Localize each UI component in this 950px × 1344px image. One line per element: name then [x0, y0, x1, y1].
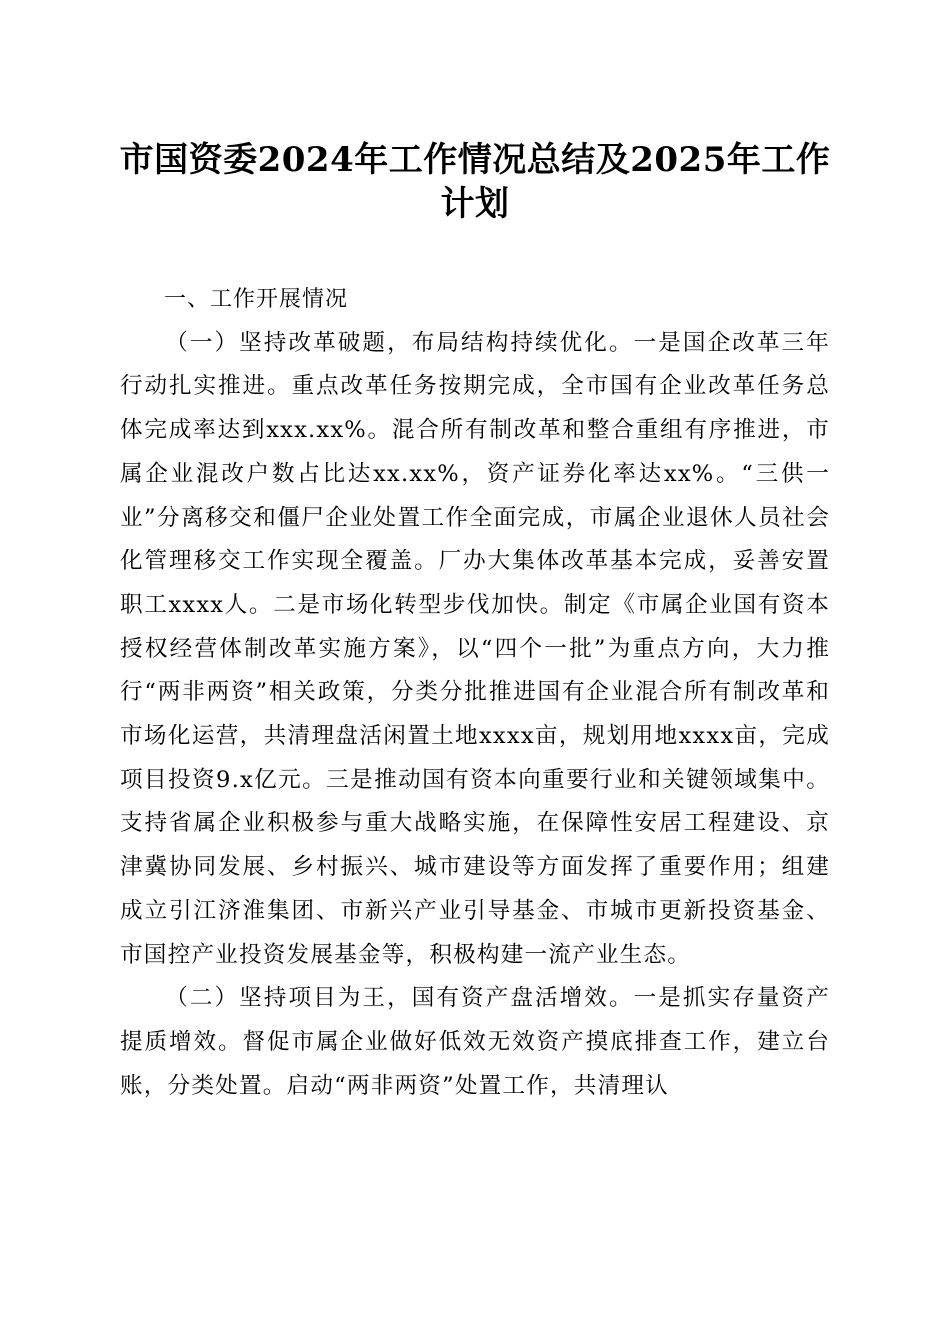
- document-body: [120, 278, 830, 1108]
- document-title: 市国资委2024年工作情况总结及2025年工作计划: [119, 140, 831, 224]
- paragraph: （一）坚持改革破题，布局结构持续优化。一是国企改革三年行动扎实推进。重点改革任务按期完成，全市国有企业改革任务总体完成率达到xxx.xx%。混合所有制改革和整合重组有序推进，市属企业混改户数占比达xx.xx%，资产证券化率达xx%。“三供一业”分离移交和僵尸企业处置工作全面完成，市属企业退休人员社会化管理移交工作实现全覆盖。厂办大集体改革基本完成，妥善安置职工xxxx人。二是市场化转型步伐加快。制定《市属企业国有资本授权经营体制改革实施方案》，以“四个一批”为重点方向，大力推行“两非两资”相关政策，分类分批推进国有企业混合所有制改革和市场化运营，共清理盘活闲置土地xxxx亩，规划用地xxxx亩，完成项目投资9.x亿元。三是推动国有资本向重要行业和关键领域集中。支持省属企业积极参与重大战略实施，在保障性安居工程建设、京津冀协同发展、乡村振兴、城市建设等方面发挥了重要作用；组建成立引江济淮集团、市新兴产业引导基金、市城市更新投资基金、市国控产业投资发展基金等，积极构建一流产业生态。: [120, 329, 830, 968]
- paragraph: （二）坚持项目为王，国有资产盘活增效。一是抓实存量资产提质增效。督促市属企业做好低效无效资产摸底排查工作，建立台账，分类处置。启动“两非两资”处置工作，共清理认: [120, 985, 830, 1099]
- section-heading: 一、工作开展情况: [164, 287, 349, 312]
